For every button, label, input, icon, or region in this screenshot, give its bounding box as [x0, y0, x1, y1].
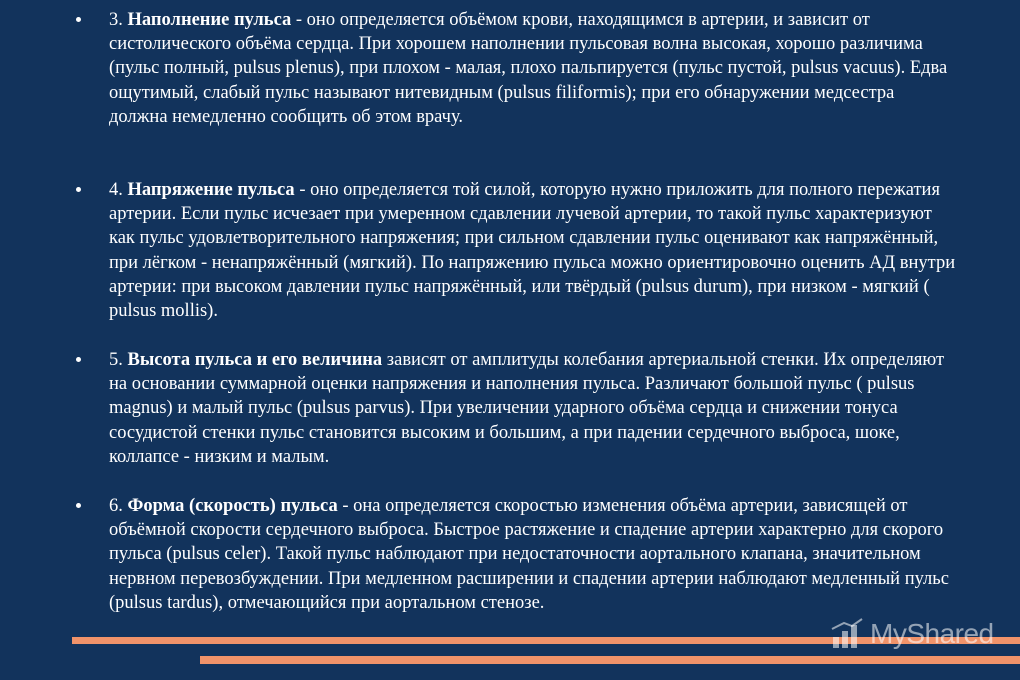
item-text: [109, 8, 956, 129]
item-body: - она определяется скоростью изменения объёма артерии, зависящей от объёмной скорости сердечного выброса. Быстрое растяжение и спадение артерии характерно для скорого пульса (pulsus celer). Такой пульс наблюдают при недостаточности аортального клапана, значительном нервном перевозбуждении. При медленном расширении и спадении артерии наблюдают медленный пульс (pulsus tardus), отмечающийся при аортальном стенозе.: [109, 496, 949, 613]
item-text: [109, 348, 956, 469]
bullet-dot-icon: [76, 17, 81, 22]
list-item: [76, 494, 956, 615]
list-item: [76, 178, 956, 323]
watermark-text: MyShared: [870, 618, 994, 649]
item-title: Напряжение пульса: [127, 180, 295, 200]
item-number: 4.: [109, 180, 123, 200]
item-number: 5.: [109, 350, 123, 370]
bullet-dot-icon: [76, 357, 81, 362]
item-text: [109, 178, 956, 323]
item-title: Высота пульса и его величина: [127, 350, 383, 370]
list-item: [76, 348, 956, 469]
item-number: 3.: [109, 10, 123, 30]
item-text: [109, 494, 956, 615]
item-title: Наполнение пульса: [127, 10, 292, 30]
item-title: Форма (скорость) пульса: [127, 496, 338, 516]
item-body: - оно определяется объёмом крови, находящимся в артерии, и зависит от систолического объёма сердца. При хорошем наполнении пульсовая волна высокая, хорошо различима (пульс полный, pulsus plenus), при плохом - малая, плохо пальпируется (пульс пустой, pulsus vacuus). Едва ощутимый, слабый пульс называют нитевидным (pulsus filiformis); при его обнаружении медсестра должна немедленно сообщить об этом врачу.: [109, 10, 948, 127]
item-body: - оно определяется той силой, которую нужно приложить для полного пережатия артерии. Если пульс исчезает при умеренном сдавлении лучевой артерии, то такой пульс характеризуют как пульс удовлетворительного напряжения; при сильном сдавлении пульс оценивают как напряжённый, при лёгком - ненапряжённый (мягкий). По напряжению пульса можно ориентировочно оценить АД внутри артерии: при высоком давлении пульс напряжённый, или твёрдый (pulsus durum), при низком - мягкий ( pulsus mollis).: [109, 180, 956, 322]
item-number: 6.: [109, 496, 123, 516]
item-body: зависят от амплитуды колебания артериальной стенки. Их определяют на основании суммарной оценки напряжения и наполнения пульса. Различают большой пульс ( pulsus magnus) и малый пульс (pulsus parvus). При увеличении ударного объёма сердца и снижении тонуса сосудистой стенки пульс становится высоким и большим, а при падении сердечного выброса, шоке, коллапсе - низким и малым.: [109, 350, 945, 467]
watermark-logo: [830, 614, 994, 654]
bullet-dot-icon: [76, 503, 81, 508]
accent-bar-bottom: [200, 656, 1020, 664]
bullet-dot-icon: [76, 187, 81, 192]
bar-chart-icon: [830, 617, 864, 651]
list-item: [76, 8, 956, 129]
